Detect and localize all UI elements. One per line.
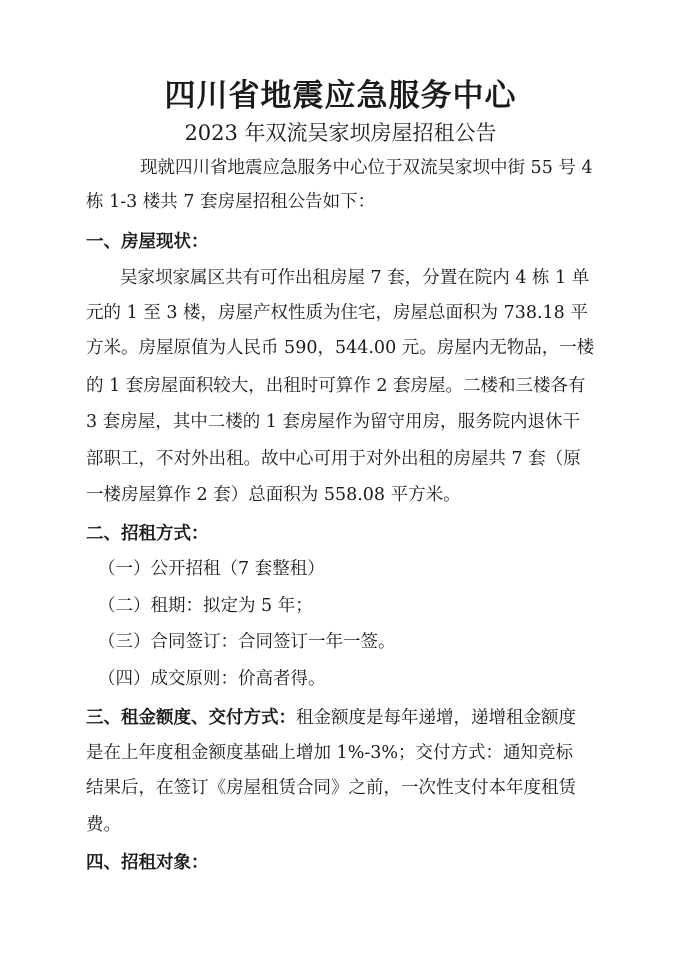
section3-line: 是在上年度租金额度基础上增加 1%-3%；交付方式：通知竞标	[86, 743, 573, 763]
section3-heading: 三、租金额度、交付方式：	[86, 708, 296, 728]
section3-first-line	[86, 706, 606, 730]
section3-line: 结果后，在签订《房屋租赁合同》之前，一次性支付本年度租赁	[86, 778, 576, 798]
section1-heading: 一、房屋现状：	[86, 232, 209, 252]
section3-text: 租金额度是每年递增，递增租金额度	[296, 708, 576, 728]
intro-line-1: 现就四川省地震应急服务中心位于双流吴家坝中街 55 号 4	[140, 158, 593, 178]
section1-line: 部职工，不对外出租。故中心可用于对外出租的房屋共 7 套（原	[86, 449, 581, 469]
document-subtitle: 2023 年双流吴家坝房屋招租公告	[184, 121, 497, 145]
section1-line: 吴家坝家属区共有可作出租房屋 7 套，分置在院内 4 栋 1 单	[120, 268, 590, 288]
intro-line-2: 栋 1-3 楼共 7 套房屋招租公告如下：	[86, 192, 376, 212]
document-title: 四川省地震应急服务中心	[164, 78, 517, 114]
section1-line: 一楼房屋算作 2 套）总面积为 558.08 平方米。	[86, 485, 461, 505]
section1-line: 元的 1 至 3 楼，房屋产权性质为住宅，房屋总面积为 738.18 平	[86, 303, 588, 323]
section2-heading: 二、招租方式：	[86, 524, 209, 544]
section2-item: （三）合同签订：合同签订一年一签。	[98, 632, 396, 652]
section2-item: （一）公开招租（7 套整租）	[98, 559, 325, 579]
section4-heading: 四、招租对象：	[86, 853, 209, 873]
section1-line: 3 套房屋，其中二楼的 1 套房屋作为留守用房，服务院内退休干	[86, 412, 580, 432]
section3-line: 费。	[86, 815, 121, 835]
section1-line: 方米。房屋原值为人民币 590，544.00 元。房屋内无物品，一楼	[86, 338, 595, 358]
section1-line: 的 1 套房屋面积较大，出租时可算作 2 套房屋。二楼和三楼各有	[86, 376, 586, 396]
section2-item: （四）成交原则：价高者得。	[98, 669, 326, 689]
section2-item: （二）租期：拟定为 5 年；	[98, 596, 313, 616]
